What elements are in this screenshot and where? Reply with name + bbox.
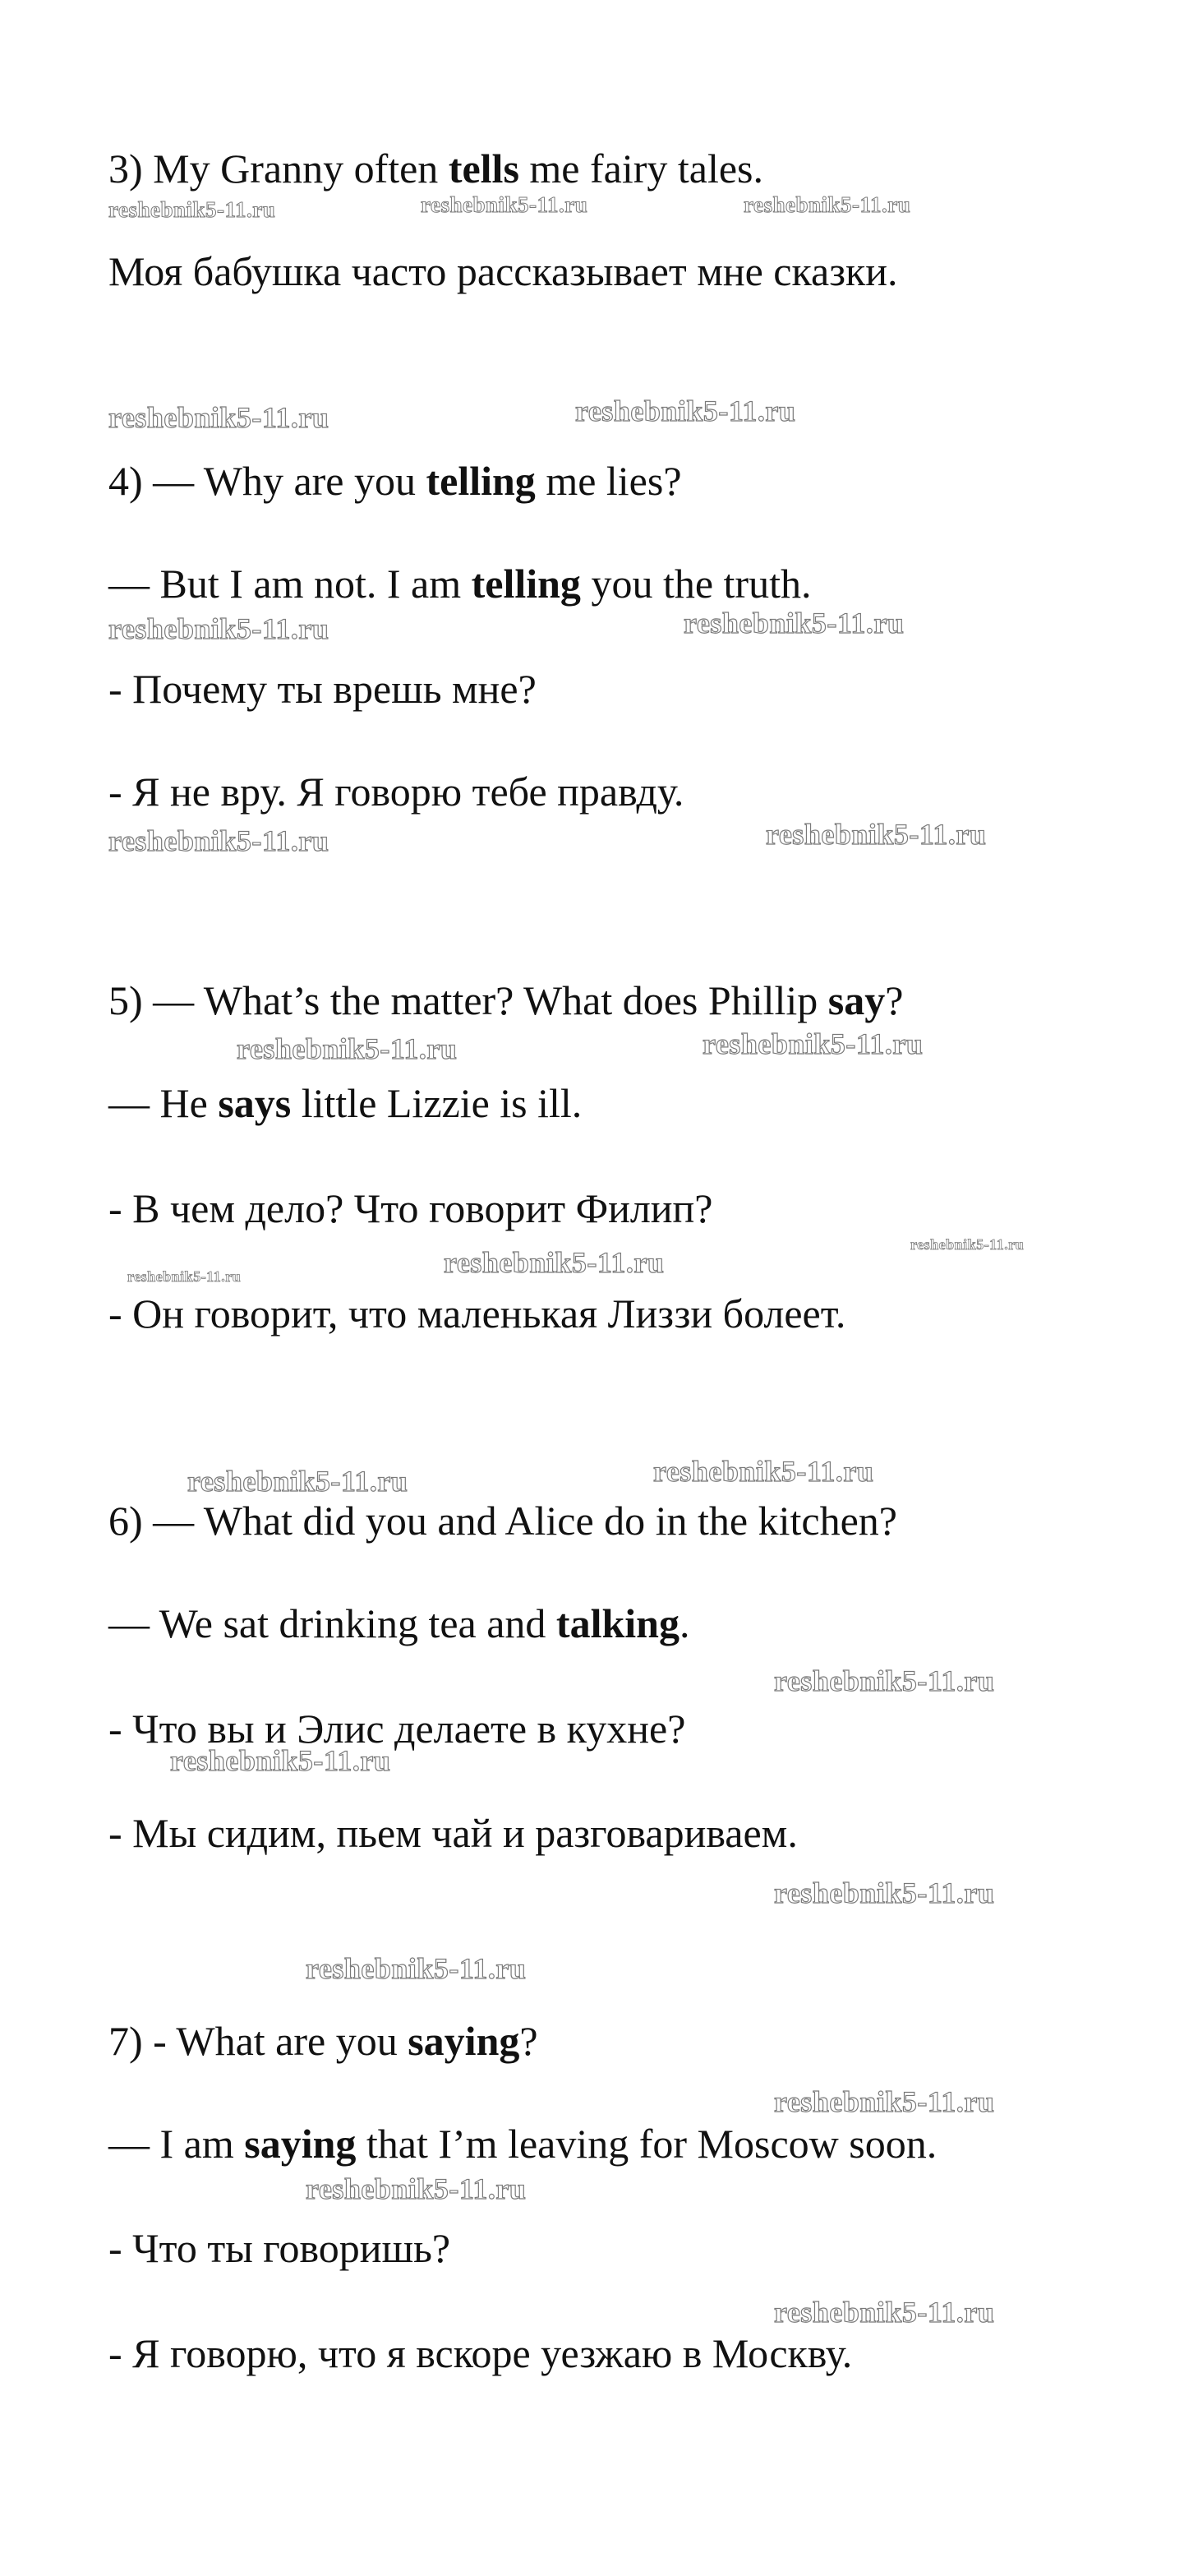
watermark: reshebnik5-11.ru <box>774 2085 995 2118</box>
watermark: reshebnik5-11.ru <box>910 1236 1025 1253</box>
watermark: reshebnik5-11.ru <box>766 818 987 851</box>
item-4-english-line-1: 4) — Why are you telling me lies? <box>108 458 682 504</box>
highlighted-verb: says <box>218 1080 292 1126</box>
item-number: 6) <box>108 1498 143 1544</box>
item-number: 7) <box>108 2018 143 2064</box>
highlighted-verb: tells <box>448 145 519 192</box>
watermark: reshebnik5-11.ru <box>575 395 796 427</box>
watermark: reshebnik5-11.ru <box>108 401 329 434</box>
highlighted-verb: telling <box>471 561 581 607</box>
item-3-english-line-1: 3) My Granny often tells me fairy tales. <box>108 145 764 192</box>
item-4-russian-line-1: - Почему ты врешь мне? <box>108 666 537 712</box>
item-7-english-line-2: — I am saying that I’m leaving for Moscow soon. <box>108 2121 938 2167</box>
watermark: reshebnik5-11.ru <box>170 1744 391 1777</box>
item-7-english-line-1: 7) - What are you saying? <box>108 2018 538 2064</box>
watermark: reshebnik5-11.ru <box>306 1952 527 1985</box>
item-5-english-line-1: 5) — What’s the matter? What does Phillip say? <box>108 977 904 1023</box>
watermark: reshebnik5-11.ru <box>444 1246 665 1279</box>
watermark: reshebnik5-11.ru <box>684 607 905 639</box>
item-6-russian-line-1: - Что вы и Элис делаете в кухне? <box>108 1706 686 1752</box>
watermark: reshebnik5-11.ru <box>237 1032 458 1065</box>
highlighted-verb: saying <box>408 2018 520 2064</box>
watermark: reshebnik5-11.ru <box>108 824 329 857</box>
watermark: reshebnik5-11.ru <box>653 1455 874 1488</box>
item-7-russian-line-2: - Я говорю, что я вскоре уезжаю в Москву. <box>108 2330 853 2376</box>
watermark: reshebnik5-11.ru <box>108 197 276 222</box>
item-6-english-line-2: — We sat drinking tea and talking. <box>108 1600 690 1646</box>
item-3-russian-line-1: Моя бабушка часто рассказывает мне сказки. <box>108 248 898 294</box>
watermark: reshebnik5-11.ru <box>187 1465 408 1498</box>
watermark: reshebnik5-11.ru <box>774 1664 995 1697</box>
item-number: 5) <box>108 977 143 1023</box>
item-5-russian-line-1: - В чем дело? Что говорит Филип? <box>108 1185 713 1231</box>
watermark: reshebnik5-11.ru <box>774 1877 995 1909</box>
item-number: 3) <box>108 145 143 192</box>
watermark: reshebnik5-11.ru <box>703 1027 924 1060</box>
item-6-english-line-1: 6) — What did you and Alice do in the kitchen? <box>108 1498 897 1544</box>
item-number: 4) <box>108 458 143 504</box>
watermark: reshebnik5-11.ru <box>306 2172 527 2205</box>
item-5-english-line-2: — He says little Lizzie is ill. <box>108 1080 583 1126</box>
watermark: reshebnik5-11.ru <box>108 612 329 645</box>
highlighted-verb: telling <box>426 458 536 504</box>
item-7-russian-line-1: - Что ты говоришь? <box>108 2225 451 2271</box>
item-4-english-line-2: — But I am not. I am telling you the truth. <box>108 561 812 607</box>
highlighted-verb: say <box>827 977 886 1023</box>
highlighted-verb: saying <box>244 2121 357 2167</box>
watermark: reshebnik5-11.ru <box>744 192 911 217</box>
item-5-russian-line-2: - Он говорит, что маленькая Лиззи болеет. <box>108 1290 846 1336</box>
watermark: reshebnik5-11.ru <box>421 192 588 217</box>
watermark: reshebnik5-11.ru <box>127 1268 242 1285</box>
item-4-russian-line-2: - Я не вру. Я говорю тебе правду. <box>108 769 684 815</box>
highlighted-verb: talking <box>555 1600 680 1646</box>
item-6-russian-line-2: - Мы сидим, пьем чай и разговариваем. <box>108 1810 798 1856</box>
watermark: reshebnik5-11.ru <box>774 2296 995 2329</box>
